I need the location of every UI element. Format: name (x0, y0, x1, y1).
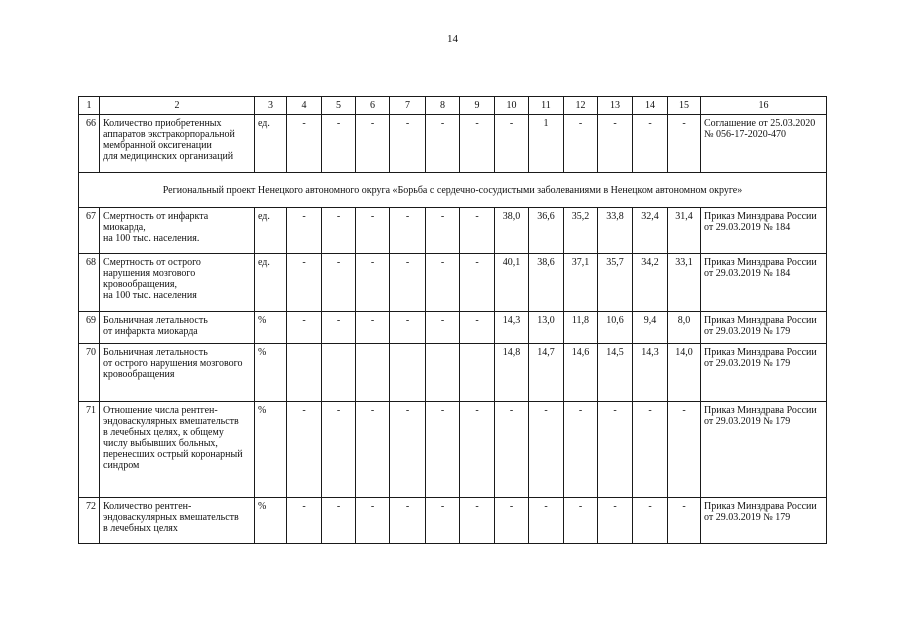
value-cell: - (633, 115, 668, 173)
unit-cell: ед. (255, 208, 287, 254)
value-cell: - (426, 254, 460, 312)
value-cell: 38,0 (495, 208, 529, 254)
indicator-name: Смертность от инфаркта миокарда, на 100 тыс. населения. (100, 208, 255, 254)
value-cell: - (460, 402, 495, 498)
section-row (79, 173, 827, 208)
value-cell (460, 344, 495, 402)
value-cell (322, 344, 356, 402)
value-cell: 34,2 (633, 254, 668, 312)
value-cell: - (390, 254, 426, 312)
value-cell: 10,6 (598, 312, 633, 344)
header-cell: 16 (701, 97, 827, 115)
table-row (79, 344, 827, 402)
value-cell: - (564, 498, 598, 544)
value-cell: - (426, 402, 460, 498)
header-row (79, 97, 827, 115)
unit-cell: % (255, 402, 287, 498)
value-cell: - (426, 208, 460, 254)
value-cell: - (633, 498, 668, 544)
value-cell: - (356, 208, 390, 254)
value-cell: 14,3 (633, 344, 668, 402)
indicator-name: Больничная летальность от острого нарушения мозгового кровообращения (100, 344, 255, 402)
indicators-table (78, 96, 827, 544)
value-cell: 9,4 (633, 312, 668, 344)
unit-cell: ед. (255, 115, 287, 173)
value-cell: 8,0 (668, 312, 701, 344)
value-cell: 11,8 (564, 312, 598, 344)
page-number: 14 (447, 33, 458, 45)
row-number: 72 (79, 498, 100, 544)
value-cell: 13,0 (529, 312, 564, 344)
value-cell: - (598, 115, 633, 173)
value-cell: - (460, 498, 495, 544)
value-cell: - (356, 254, 390, 312)
value-cell: - (633, 402, 668, 498)
source-document: Приказ Минздрава России от 29.03.2019 № 184 (701, 208, 827, 254)
indicator-name: Отношение числа рентген- эндоваскулярных вмешательств в лечебных целях, к общему числу выбывших больных, перенесших острый коронарный синдром (100, 402, 255, 498)
value-cell: 32,4 (633, 208, 668, 254)
value-cell: 14,0 (668, 344, 701, 402)
value-cell: 1 (529, 115, 564, 173)
value-cell: 35,7 (598, 254, 633, 312)
value-cell: 38,6 (529, 254, 564, 312)
value-cell (426, 344, 460, 402)
value-cell: 35,2 (564, 208, 598, 254)
value-cell (390, 344, 426, 402)
value-cell: - (287, 254, 322, 312)
value-cell: - (668, 402, 701, 498)
table-row (79, 208, 827, 254)
row-number: 66 (79, 115, 100, 173)
value-cell: - (287, 115, 322, 173)
value-cell: - (460, 115, 495, 173)
value-cell: - (322, 254, 356, 312)
table-row (79, 498, 827, 544)
value-cell: - (287, 498, 322, 544)
table-row (79, 402, 827, 498)
value-cell: 31,4 (668, 208, 701, 254)
value-cell: - (287, 312, 322, 344)
value-cell (356, 344, 390, 402)
value-cell: - (390, 208, 426, 254)
row-number: 70 (79, 344, 100, 402)
unit-cell: % (255, 344, 287, 402)
source-document: Приказ Минздрава России от 29.03.2019 № 179 (701, 312, 827, 344)
value-cell: - (668, 115, 701, 173)
header-cell: 7 (390, 97, 426, 115)
unit-cell: % (255, 312, 287, 344)
value-cell: - (390, 402, 426, 498)
header-cell: 12 (564, 97, 598, 115)
header-cell: 14 (633, 97, 668, 115)
value-cell: - (426, 312, 460, 344)
indicator-name: Количество приобретенных аппаратов экстракорпоральной мембранной оксигенации для медицинских организаций (100, 115, 255, 173)
header-cell: 5 (322, 97, 356, 115)
value-cell: - (287, 208, 322, 254)
value-cell: - (495, 402, 529, 498)
value-cell: - (460, 254, 495, 312)
header-cell: 15 (668, 97, 701, 115)
value-cell: - (322, 115, 356, 173)
header-cell: 6 (356, 97, 390, 115)
indicator-name: Смертность от острого нарушения мозгового кровообращения, на 100 тыс. населения (100, 254, 255, 312)
source-document: Соглашение от 25.03.2020 № 056-17-2020-470 (701, 115, 827, 173)
value-cell: 37,1 (564, 254, 598, 312)
value-cell: 14,8 (495, 344, 529, 402)
value-cell: 14,7 (529, 344, 564, 402)
value-cell: 33,8 (598, 208, 633, 254)
value-cell: - (495, 498, 529, 544)
header-cell: 8 (426, 97, 460, 115)
row-number: 69 (79, 312, 100, 344)
value-cell: - (529, 402, 564, 498)
value-cell: 36,6 (529, 208, 564, 254)
row-number: 71 (79, 402, 100, 498)
value-cell: - (564, 115, 598, 173)
value-cell: - (356, 312, 390, 344)
value-cell: - (390, 115, 426, 173)
header-cell: 3 (255, 97, 287, 115)
source-document: Приказ Минздрава России от 29.03.2019 № 179 (701, 344, 827, 402)
value-cell: - (287, 402, 322, 498)
header-cell: 1 (79, 97, 100, 115)
value-cell: - (356, 402, 390, 498)
row-number: 67 (79, 208, 100, 254)
value-cell: - (598, 498, 633, 544)
value-cell: - (426, 498, 460, 544)
header-cell: 9 (460, 97, 495, 115)
header-cell: 2 (100, 97, 255, 115)
section-title: Региональный проект Ненецкого автономного округа «Борьба с сердечно-сосудистыми заболеваниями в Ненецком автономном округе» (79, 173, 827, 208)
value-cell: - (529, 498, 564, 544)
value-cell: - (495, 115, 529, 173)
value-cell: - (322, 208, 356, 254)
value-cell: 14,5 (598, 344, 633, 402)
value-cell: - (356, 498, 390, 544)
header-cell: 4 (287, 97, 322, 115)
header-cell: 13 (598, 97, 633, 115)
row-number: 68 (79, 254, 100, 312)
value-cell: - (322, 498, 356, 544)
value-cell: 40,1 (495, 254, 529, 312)
value-cell: - (390, 498, 426, 544)
value-cell: - (390, 312, 426, 344)
table-row (79, 254, 827, 312)
indicator-name: Больничная летальность от инфаркта миокарда (100, 312, 255, 344)
source-document: Приказ Минздрава России от 29.03.2019 № 179 (701, 498, 827, 544)
table-row (79, 115, 827, 173)
indicator-name: Количество рентген- эндоваскулярных вмешательств в лечебных целях (100, 498, 255, 544)
value-cell: 14,3 (495, 312, 529, 344)
value-cell: 33,1 (668, 254, 701, 312)
value-cell: - (460, 208, 495, 254)
value-cell: - (460, 312, 495, 344)
value-cell: - (668, 498, 701, 544)
value-cell: - (564, 402, 598, 498)
source-document: Приказ Минздрава России от 29.03.2019 № 184 (701, 254, 827, 312)
header-cell: 11 (529, 97, 564, 115)
value-cell: - (426, 115, 460, 173)
value-cell: - (322, 312, 356, 344)
source-document: Приказ Минздрава России от 29.03.2019 № 179 (701, 402, 827, 498)
value-cell (287, 344, 322, 402)
table-row (79, 312, 827, 344)
value-cell: - (356, 115, 390, 173)
value-cell: - (598, 402, 633, 498)
unit-cell: % (255, 498, 287, 544)
value-cell: - (322, 402, 356, 498)
value-cell: 14,6 (564, 344, 598, 402)
unit-cell: ед. (255, 254, 287, 312)
header-cell: 10 (495, 97, 529, 115)
